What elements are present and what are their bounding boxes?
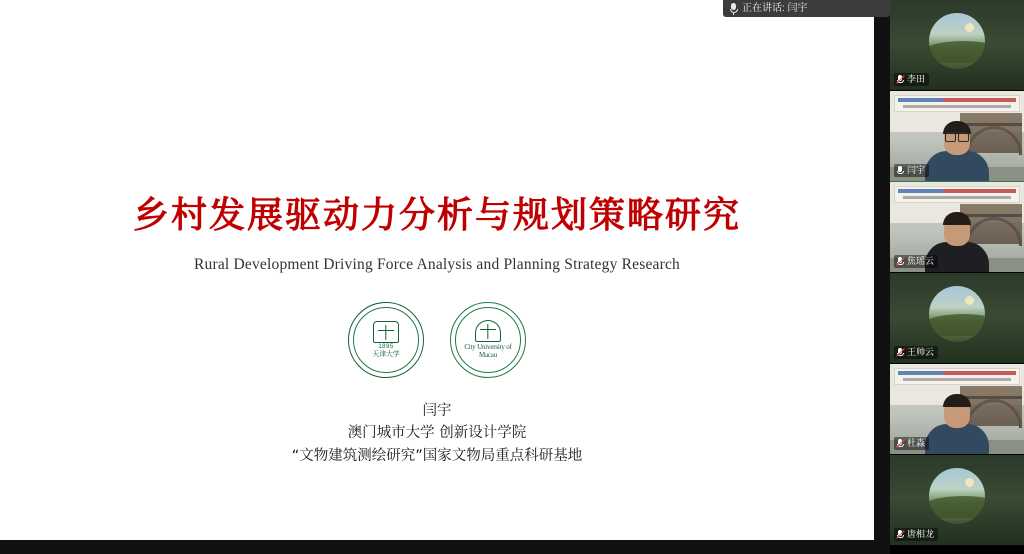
tianjin-university-logo — [348, 302, 424, 378]
participant-name: 闫宇 — [907, 165, 926, 175]
participant-name: 李田 — [907, 74, 926, 84]
city-university-of-macau-logo-text: City University of Macau — [464, 343, 512, 360]
presenter-organization: 澳门城市大学 创新设计学院 — [347, 425, 527, 442]
tianjin-university-logo-year: 1895 — [378, 344, 394, 351]
participant-nameplate — [894, 164, 929, 177]
participant-nameplate — [894, 528, 938, 541]
microphone-muted-icon — [896, 439, 904, 449]
presenter-research-base: “文物建筑测绘研究”国家文物局重点科研基地 — [291, 447, 583, 464]
participant-name: 唐相龙 — [907, 529, 935, 539]
logo-emblem — [373, 321, 399, 343]
logo-row — [348, 302, 526, 378]
stage-bottom-bar — [0, 540, 874, 554]
participant-nameplate — [894, 346, 938, 359]
participant-tile[interactable] — [890, 364, 1024, 455]
participant-name: 王帅云 — [907, 347, 935, 357]
participant-tile[interactable] — [890, 0, 1024, 91]
participant-tile[interactable] — [890, 182, 1024, 273]
participant-tile[interactable] — [890, 455, 1024, 546]
city-university-of-macau-logo — [450, 302, 526, 378]
active-speaker-label: 正在讲话: 闫宇 — [742, 3, 808, 14]
participant-nameplate — [894, 73, 929, 86]
participant-name: 焦瑶云 — [907, 256, 935, 266]
active-speaker-banner — [723, 0, 890, 17]
microphone-muted-icon — [896, 75, 904, 85]
participant-filmstrip[interactable] — [890, 0, 1024, 554]
participant-nameplate — [894, 437, 929, 450]
logo-emblem — [475, 320, 501, 342]
microphone-muted-icon — [896, 257, 904, 267]
microphone-muted-icon — [896, 530, 904, 540]
presenter-block — [292, 400, 583, 467]
microphone-icon — [896, 166, 904, 176]
tianjin-university-logo-text: 天津大学 — [372, 350, 400, 359]
slide-subtitle: Rural Development Driving Force Analysis and Planning Strategy Research — [194, 255, 680, 273]
participant-nameplate — [894, 255, 938, 268]
microphone-icon — [729, 3, 738, 15]
participant-tile[interactable] — [890, 273, 1024, 364]
participant-name: 杜淼 — [907, 438, 926, 448]
participant-tile-active-speaker[interactable] — [890, 91, 1024, 182]
slide-title: 乡村发展驱动力分析与规划策略研究 — [132, 194, 741, 236]
presenter-name: 闫宇 — [422, 402, 452, 419]
microphone-muted-icon — [896, 348, 904, 358]
